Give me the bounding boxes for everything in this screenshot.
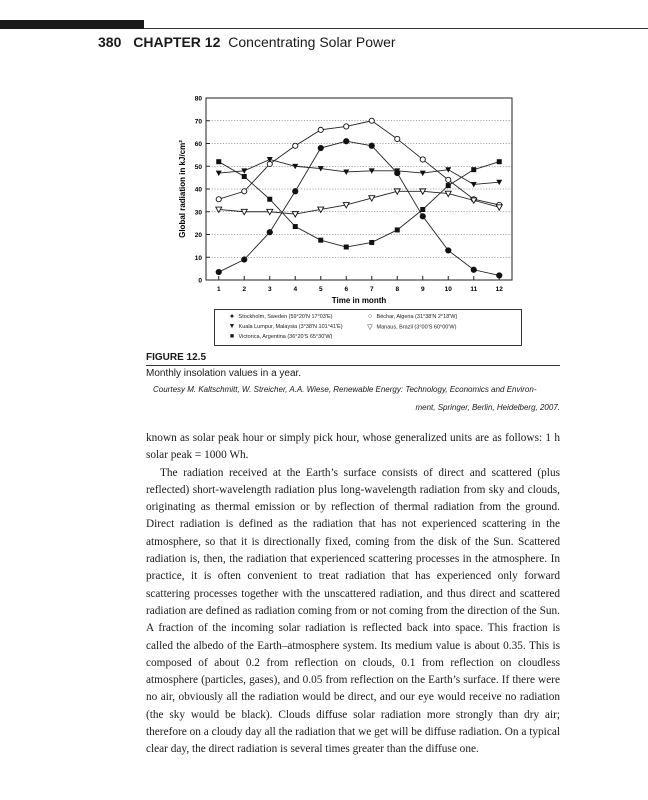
data-point (216, 197, 221, 202)
data-point (369, 118, 374, 123)
insolation-chart (168, 88, 528, 308)
header-rule (144, 28, 648, 29)
running-header (98, 34, 396, 50)
data-point (292, 212, 298, 217)
data-point (293, 189, 298, 194)
data-point (497, 159, 502, 164)
chapter-title: Concentrating Solar Power (228, 34, 396, 50)
x-tick-label: 4 (293, 286, 298, 293)
x-tick-label: 5 (318, 286, 323, 293)
data-point (446, 177, 451, 182)
x-tick-label: 3 (267, 286, 272, 293)
x-tick-label: 9 (420, 286, 425, 293)
data-point (242, 189, 247, 194)
series-lines (219, 121, 500, 276)
data-point (395, 136, 400, 141)
chapter-label: CHAPTER 12 (133, 34, 221, 50)
y-tick-label: 70 (194, 118, 202, 126)
legend-label: Victorica, Argentina (36°20'S 65°30'W) (238, 333, 333, 340)
data-point (420, 157, 425, 162)
filled-circle-marker-icon: ● (229, 313, 235, 320)
page-number: 380 (98, 34, 122, 50)
data-point (446, 248, 451, 253)
x-tick-label: 10 (444, 286, 452, 293)
data-point (395, 227, 400, 232)
data-point (293, 143, 298, 148)
y-tick-label: 10 (194, 254, 202, 262)
data-point (471, 182, 477, 187)
paragraph: The radiation received at the Earth’s surface consists of direct and scattered (plus reflected) short-wavelength radiation plus long-wavelength radiation from sky and clouds, originating as thermal emission or by reflection of thermal radiation from the ground. Direct radiation is defined as the radiation that has not experienced scattering in the atmosphere, so that it is directionally fixed, coming from the disk of the Sun. Scattered radiation is, then, the radiation that experienced scattering processes in the atmosphere. In practice, it is often convenient to treat radiation that has experienced only forward scattering processes together with the unscattered radiation, and thus direct and scattered radiation are defined as radiation coming from or not coming from the direction of the Sun. A fraction of the incoming solar radiation is reflected back into space. This fraction is called the albedo of the Earth–atmosphere system. Its medium value is about 0.35. This is composed of about 0.2 from reflection on clouds, 0.1 from reflection on cloudless atmosphere (particles, gases), and 0.05 from reflection on the Earth’s surface. If there were no air, obviously all the radiation would be direct, and our eye would receive no radiation (the sky would be black). Clouds diffuse solar radiation more strongly than dry air; therefore on a cloudy day all the radiation that we get will be diffuse radiation. On a typical clear day, the direct radiation is several times greater than the diffuse one. (146, 466, 560, 756)
y-axis-label: Global radiation in kJ/cm² (178, 140, 187, 238)
legend-label: Stockholm, Sweden (59°20'N 17°03'E) (238, 313, 333, 320)
legend-label: Kuala Lumpur, Malaysia (3°38'N 101°41'E) (238, 323, 343, 330)
legend-item-victorica (227, 333, 332, 340)
x-tick-label: 1 (216, 286, 221, 293)
figure-credit (146, 381, 560, 417)
y-tick-label: 30 (194, 209, 202, 217)
y-tick-label: 40 (194, 186, 202, 194)
legend-label: Manaus, Brazil (3°00'S 60°00'W) (376, 324, 457, 331)
credit-line-1: Courtesy M. Kaltschmitt, W. Streicher, A.A. Wiese, Renewable Energy: Technology, Economics and Environ- (153, 385, 537, 394)
data-point (267, 230, 272, 235)
data-point (216, 269, 221, 274)
data-point (471, 267, 476, 272)
series-line (219, 141, 500, 275)
data-point (318, 127, 323, 132)
data-point (267, 197, 272, 202)
x-tick-label: 7 (369, 286, 374, 293)
figure-caption: Monthly insolation values in a year. (146, 368, 302, 379)
data-point (344, 245, 349, 250)
y-tick-label: 20 (194, 232, 202, 239)
figure-rule (146, 365, 560, 366)
credit-line-2: ment, Springer, Berlin, Heidelberg, 2007. (415, 403, 560, 412)
header-bar (0, 20, 144, 29)
data-point (369, 240, 374, 245)
x-axis-label: Time in month (331, 296, 387, 305)
legend-label: Béchar, Algeria (31°38'N 2°18'W) (376, 313, 458, 320)
data-point (318, 238, 323, 243)
y-tick-label: 80 (194, 95, 202, 103)
series-line (219, 159, 500, 184)
data-point (242, 257, 247, 262)
paragraph: known as solar peak hour or simply pick hour, whose generalized units are as follows: 1 h solar peak = 1000 Wh. (146, 432, 560, 462)
data-point (497, 273, 502, 278)
x-tick-label: 11 (470, 286, 478, 293)
legend-item-stockholm (227, 313, 332, 320)
data-point (369, 143, 374, 148)
data-point (446, 183, 451, 188)
open-circle-marker-icon: ○ (367, 313, 373, 320)
x-tick-label: 6 (344, 286, 349, 293)
y-tick-label: 60 (194, 141, 202, 148)
data-point (496, 205, 502, 210)
series-markers (216, 118, 503, 278)
body-text (146, 430, 560, 759)
y-axis-ticks (195, 96, 210, 285)
data-point (420, 207, 425, 212)
figure-label: FIGURE 12.5 (146, 352, 207, 363)
legend-item-bechar (365, 313, 457, 320)
data-point (344, 139, 349, 144)
data-point (420, 171, 426, 176)
x-tick-label: 12 (495, 286, 503, 293)
data-point (318, 145, 323, 150)
data-point (242, 174, 247, 179)
x-tick-label: 2 (242, 286, 247, 293)
series-line (219, 121, 500, 205)
y-tick-label: 0 (198, 277, 202, 285)
data-point (344, 124, 349, 129)
data-point (293, 224, 298, 229)
data-point (420, 214, 425, 219)
y-tick-label: 50 (194, 163, 202, 171)
open-triangle-marker-icon: ▽ (367, 324, 373, 331)
chart-grid (206, 121, 512, 258)
legend-item-manaus (365, 323, 456, 331)
series-line (219, 191, 500, 214)
data-point (216, 171, 222, 176)
filled-square-marker-icon: ■ (229, 333, 235, 340)
chart-legend (214, 309, 522, 346)
x-axis-ticks (217, 276, 503, 293)
x-tick-label: 8 (395, 286, 400, 293)
filled-triangle-marker-icon: ▼ (228, 323, 236, 330)
data-point (471, 167, 476, 172)
legend-item-kuala-lumpur (227, 323, 343, 330)
data-point (216, 159, 221, 164)
